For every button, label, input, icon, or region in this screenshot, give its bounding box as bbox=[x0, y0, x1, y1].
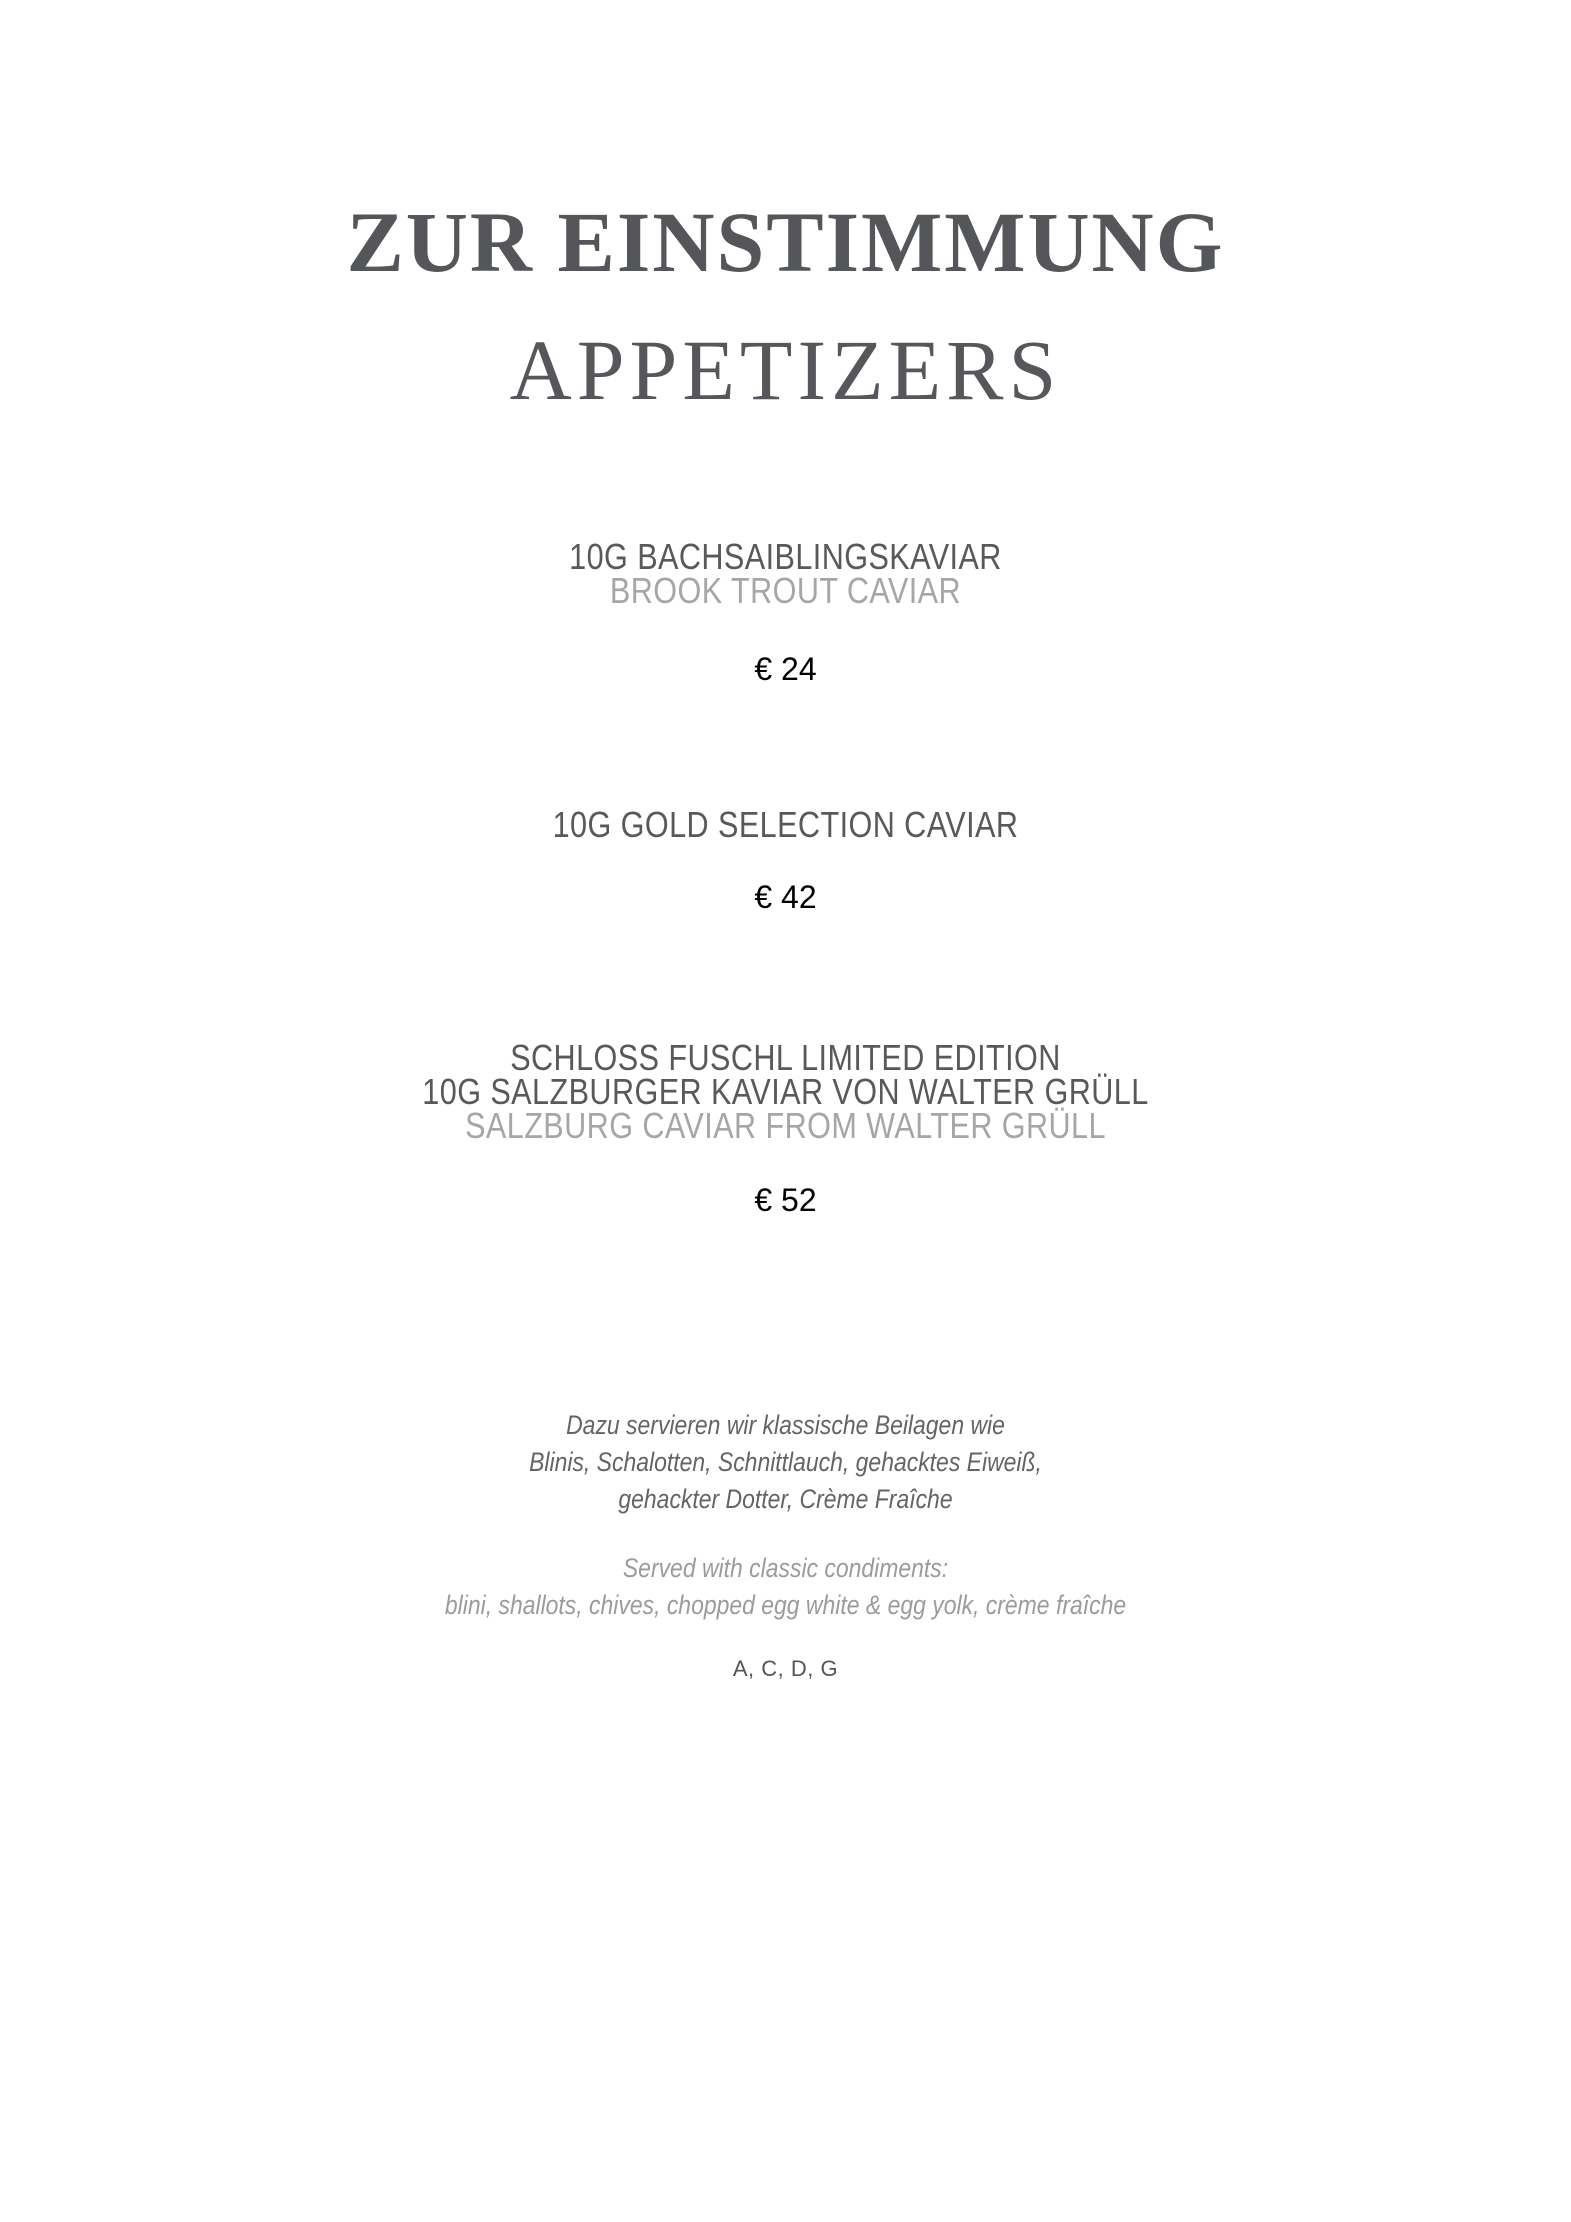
condiments-en-line-1: Served with classic condiments: bbox=[622, 1553, 949, 1583]
condiments-de-line-1: Dazu servieren wir klassische Beilagen wie bbox=[566, 1410, 1005, 1440]
condiments-note-english bbox=[118, 1550, 1453, 1624]
menu-item-gold-selection-caviar bbox=[118, 804, 1453, 845]
item-price: € 42 bbox=[754, 879, 817, 915]
condiments-en-line-2: blini, shallots, chives, chopped egg white & egg yolk, crème fraîche bbox=[444, 1590, 1127, 1620]
menu-item-salzburg-caviar bbox=[118, 1037, 1453, 1146]
allergen-codes: A, C, D, G bbox=[732, 1656, 839, 1681]
item-name-german: 10G GOLD SELECTION CAVIAR bbox=[552, 804, 1019, 845]
page-title-german: ZUR EINSTIMMUNG bbox=[346, 194, 1225, 290]
item-name-german-line-1: SCHLOSS FUSCHL LIMITED EDITION bbox=[510, 1037, 1061, 1078]
condiments-de-line-2: Blinis, Schalotten, Schnittlauch, gehacktes Eiweiß, bbox=[529, 1447, 1042, 1477]
condiments-de-line-3: gehackter Dotter, Crème Fraîche bbox=[618, 1484, 953, 1514]
item-name-german-line-2: 10G SALZBURGER KAVIAR VON WALTER GRÜLL bbox=[422, 1071, 1149, 1112]
menu-item-brook-trout-caviar bbox=[118, 536, 1453, 611]
item-name-german: 10G BACHSAIBLINGSKAVIAR bbox=[569, 536, 1002, 577]
item-name-english: SALZBURG CAVIAR FROM WALTER GRÜLL bbox=[465, 1105, 1106, 1146]
item-price: € 24 bbox=[754, 651, 817, 687]
item-price: € 52 bbox=[754, 1182, 817, 1218]
item-name-english: BROOK TROUT CAVIAR bbox=[609, 570, 962, 611]
condiments-note-german bbox=[118, 1407, 1453, 1518]
page-title-english: APPETIZERS bbox=[509, 322, 1062, 418]
